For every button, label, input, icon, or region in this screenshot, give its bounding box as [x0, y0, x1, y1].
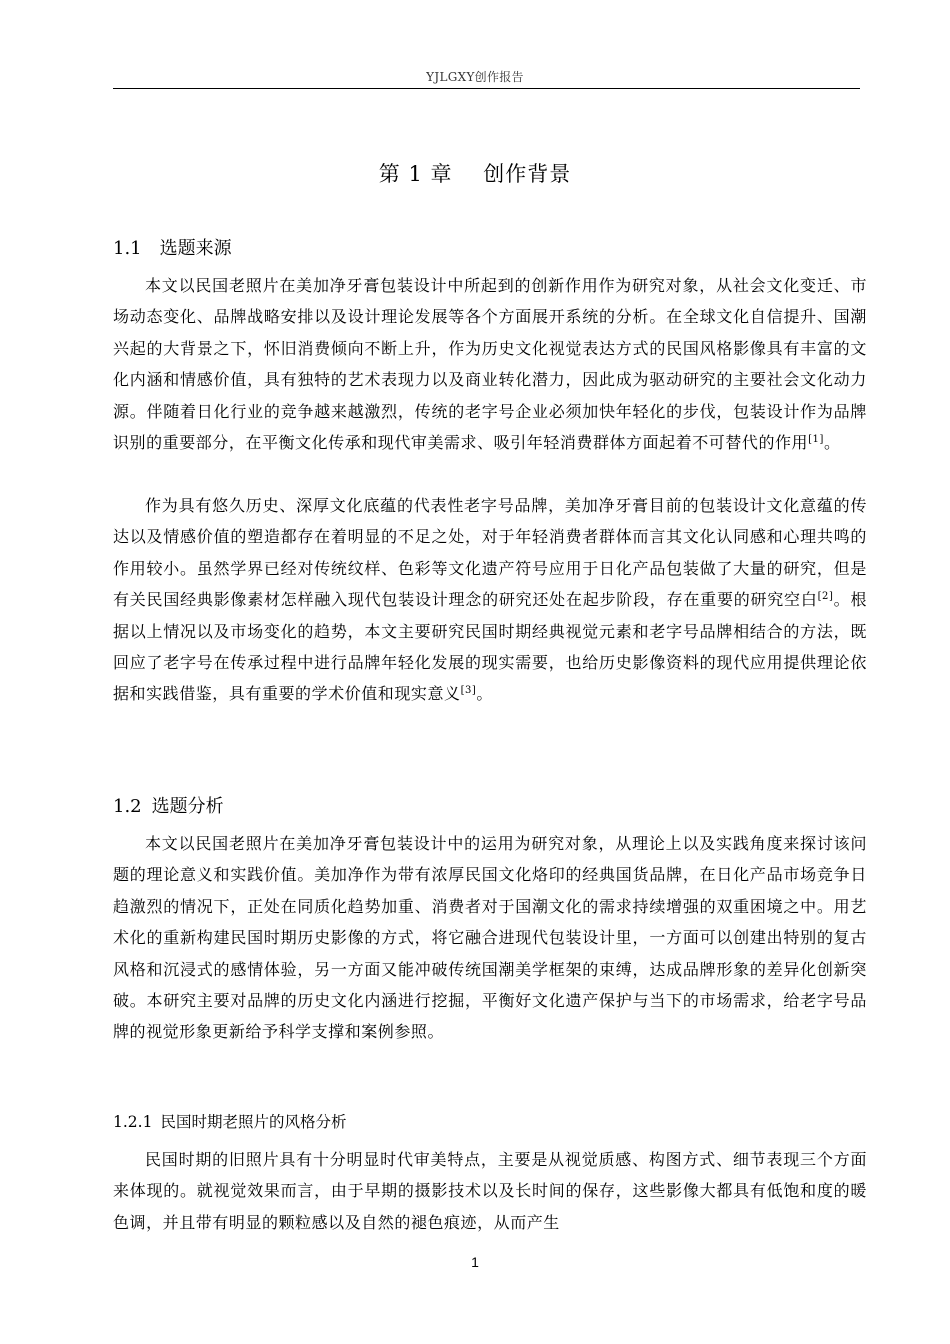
section-number: 1.1 [113, 238, 142, 259]
paragraph-text: 作为具有悠久历史、深厚文化底蕴的代表性老字号品牌，美加净牙膏目前的包装设计文化意蕴的传达以及情感价值的塑造都存在着明显的不足之处，对于年轻消费者群体而言其文化认同感和心理共鸣的作用较小。虽然学界已经对传统纹样、色彩等文化遗产符号应用于日化产品包装做了大量的研究，但是有关民国经典影像素材怎样融入现代包装设计理念的研究还处在起步阶段，存在重要的研究空白 [113, 496, 867, 610]
paragraph-1-2: 本文以民国老照片在美加净牙膏包装设计中的运用为研究对象，从理论上以及实践角度来探讨该问题的理论意义和实践价值。美加净作为带有浓厚民国文化烙印的经典国货品牌，在日化产品市场竞争日趋激烈的情况下，正处在同质化趋势加重、消费者对于国潮文化的需求持续增强的双重困境之中。用艺术化的重新构建民国时期历史影像的方式，将它融合进现代包装设计里，一方面可以创建出特别的复古风格和沉浸式的感情体验，另一方面又能冲破传统国潮美学框架的束缚，达成品牌形象的差异化创新突破。本研究主要对品牌的历史文化内涵进行挖掘，平衡好文化遗产保护与当下的市场需求，给老字号品牌的视觉形象更新给予科学支撑和案例参照。 [113, 834, 867, 1042]
section-title: 民国时期老照片的风格分析 [160, 1113, 347, 1131]
citation: [2] [817, 591, 834, 603]
page-number: 1 [471, 1254, 479, 1270]
paragraph-end: 。 [823, 433, 841, 453]
section-number: 1.2 [113, 796, 142, 817]
chapter-title: 第 1 章 创作背景 [378, 162, 572, 186]
paragraph-text: 。根据以上情况以及市场变化的趋势，本文主要研究民国时期经典视觉元素和老字号品牌相结合的方法，既回应了老字号在传承过程中进行品牌年轻化发展的现实需要，也给历史影像资料的现代应用提供理论依据和实践借鉴，具有重要的学术价值和现实意义 [113, 590, 867, 704]
section-heading-1-1 [113, 234, 232, 260]
citation: [3] [460, 685, 477, 697]
section-title: 选题来源 [159, 238, 232, 259]
section-heading-1-2 [113, 792, 224, 818]
section-title: 选题分析 [151, 796, 224, 817]
paragraph-1-2-1: 民国时期的旧照片具有十分明显时代审美特点，主要是从视觉质感、构图方式、细节表现三个方面来体现的。就视觉效果而言，由于早期的摄影技术以及长时间的保存，这些影像大都具有低饱和度的暖色调，并且带有明显的颗粒感以及自然的褪色痕迹，从而产生 [113, 1150, 867, 1232]
paragraph-text: 本文以民国老照片在美加净牙膏包装设计中所起到的创新作用作为研究对象，从社会文化变迁、市场动态变化、品牌战略安排以及设计理论发展等各个方面展开系统的分析。在全球文化自信提升、国潮兴起的大背景之下，怀旧消费倾向不断上升，作为历史文化视觉表达方式的民国风格影像具有丰富的文化内涵和情感价值，具有独特的艺术表现力以及商业转化潜力，因此成为驱动研究的主要社会文化动力源。伴随着日化行业的竞争越来越激烈，传统的老字号企业必须加快年轻化的步伐，包装设计作为品牌识别的重要部分，在平衡文化传承和现代审美需求、吸引年轻消费群体方面起着不可替代的作用 [113, 276, 867, 453]
running-header: YJLGXY创作报告 [426, 70, 524, 84]
section-heading-1-2-1 [113, 1110, 346, 1132]
section-number: 1.2.1 [113, 1113, 153, 1131]
header-rule [113, 88, 860, 89]
paragraph-1-1-b [113, 490, 867, 710]
citation: [1] [808, 434, 824, 446]
paragraph-1-1-a [113, 270, 867, 458]
paragraph-end: 。 [476, 684, 493, 704]
